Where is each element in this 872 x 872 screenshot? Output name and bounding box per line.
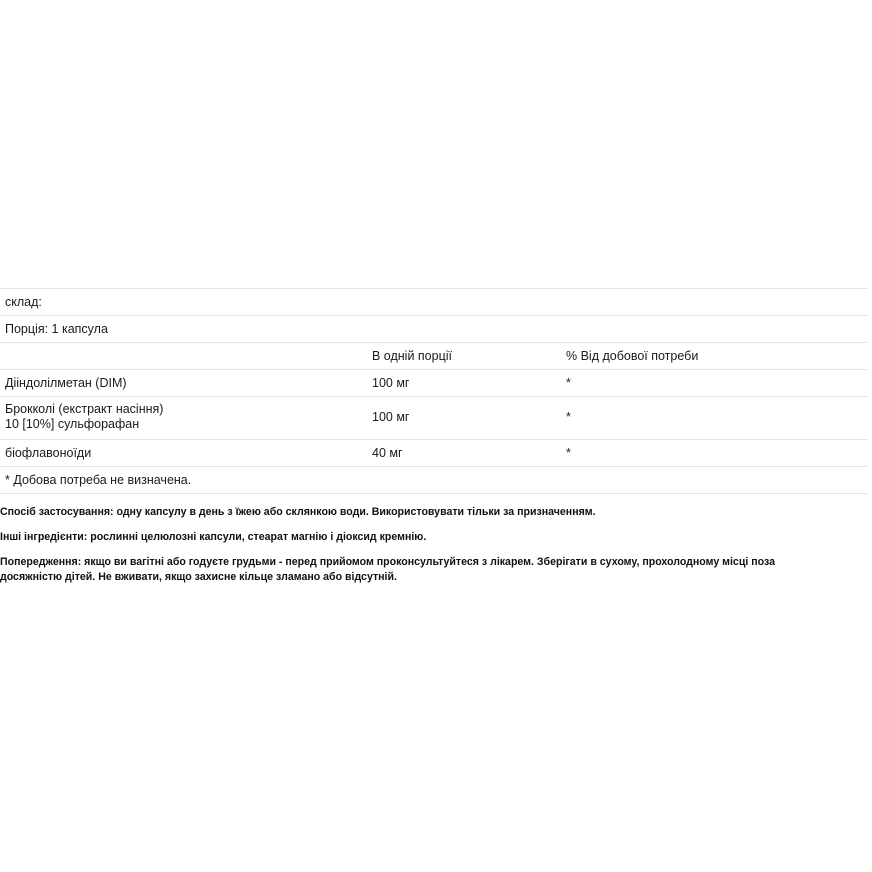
warning-line: Попередження: якщо ви вагітні або годуєте грудьми - перед прийомом проконсультуйтеся з лікарем. Зберігати в сухому, прохолодному місці поза <box>0 556 775 568</box>
warning-note <box>0 555 868 585</box>
ingredient-name: Дііндолілметан (DIM) <box>5 376 127 390</box>
table-header-row <box>0 343 868 370</box>
other-ingredients-note: Інші інгредієнти: рослинні целюлозні капсули, стеарат магнію і діоксид кремнію. <box>0 531 427 543</box>
warning-line: досяжністю дітей. Не вживати, якщо захисне кільце зламано або відсутній. <box>0 571 397 583</box>
table-row <box>0 370 868 397</box>
table-footnote: * Добова потреба не визначена. <box>0 467 868 494</box>
header-amount: В одній порції <box>372 349 452 363</box>
usage-note: Спосіб застосування: одну капсулу в день з їжею або склянкою води. Використовувати тільки за призначенням. <box>0 506 596 518</box>
ingredient-name: біофлавоноїди <box>5 446 92 460</box>
product-notes <box>0 505 868 595</box>
header-daily-value: % Від добової потреби <box>566 349 699 363</box>
ingredient-amount: 100 мг <box>372 376 410 390</box>
table-title: склад: <box>0 289 868 316</box>
ingredient-dv: * <box>566 410 571 424</box>
ingredient-amount: 40 мг <box>372 446 403 460</box>
ingredient-name-line: Брокколі (екстракт насіння) <box>5 402 164 416</box>
serving-size: Порція: 1 капсула <box>0 316 868 343</box>
ingredient-amount: 100 мг <box>372 410 410 424</box>
table-row <box>0 397 868 440</box>
supplement-facts-table <box>0 288 868 494</box>
ingredient-name-line: 10 [10%] сульфорафан <box>5 417 140 431</box>
ingredient-dv: * <box>566 376 571 390</box>
table-row <box>0 440 868 467</box>
ingredient-dv: * <box>566 446 571 460</box>
header-name <box>0 343 367 369</box>
ingredient-name <box>0 397 367 439</box>
